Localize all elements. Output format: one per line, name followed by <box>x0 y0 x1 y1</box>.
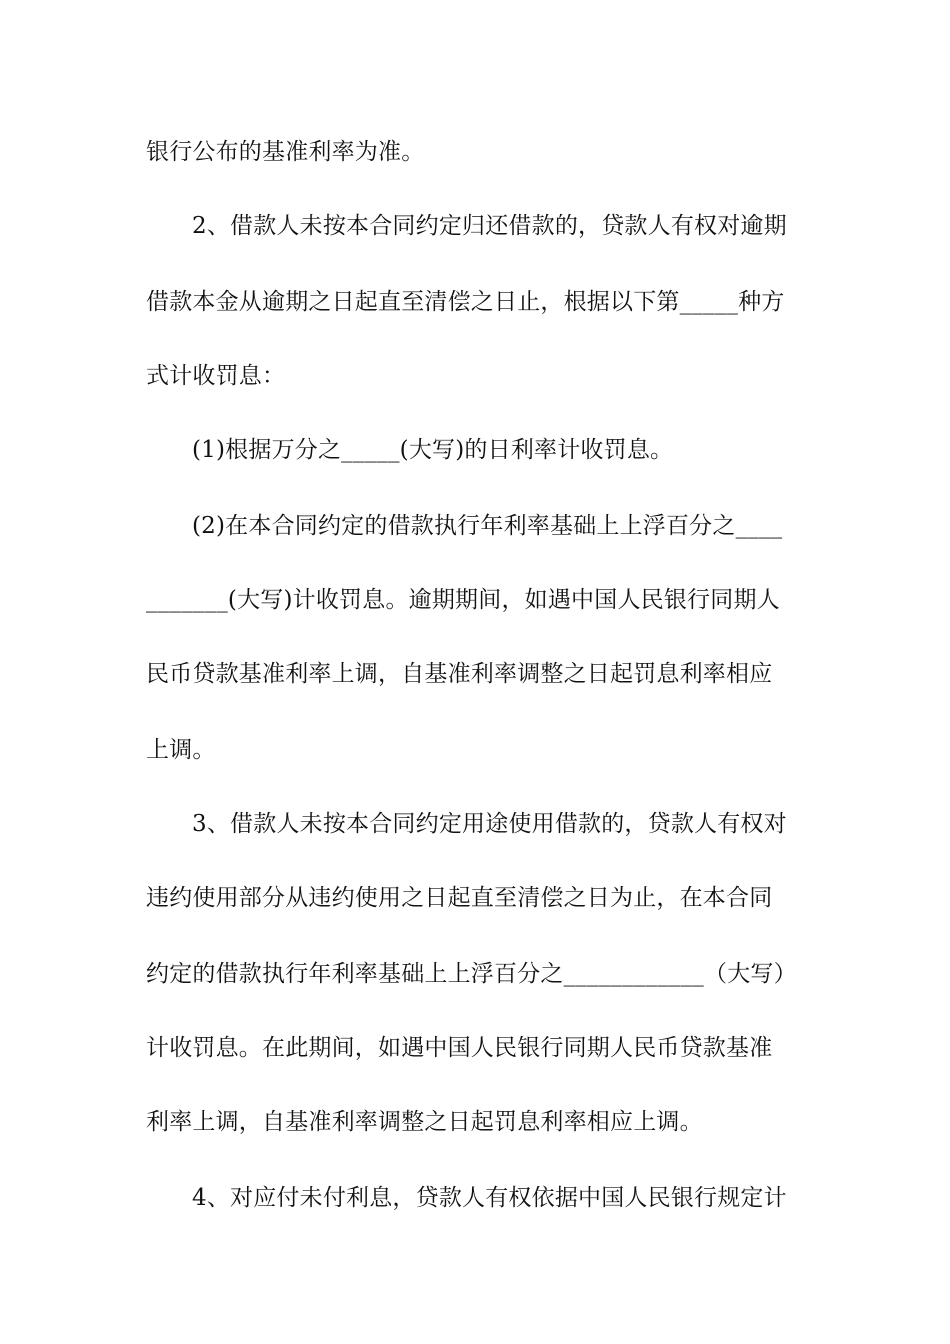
text-line: 式计收罚息： <box>146 363 286 389</box>
text-line: 利率上调，自基准利率调整之日起罚息利率相应上调。 <box>146 1109 703 1135</box>
text-line: _______(大写)计收罚息。逾期期间，如遇中国人民银行同期人 <box>146 587 780 613</box>
text-line: (2)在本合同约定的借款执行年利率基础上上浮百分之____ <box>192 513 783 539</box>
text-line: 2、借款人未按本合同约定归还借款的，贷款人有权对逾期 <box>192 213 787 239</box>
text-line: 违约使用部分从违约使用之日起直至清偿之日为止，在本合同 <box>146 885 773 911</box>
text-line: 民币贷款基准利率上调，自基准利率调整之日起罚息利率相应 <box>146 661 773 687</box>
text-line: 约定的借款执行年利率基础上上浮百分之____________（大写） <box>146 961 797 987</box>
text-line: (1)根据万分之_____(大写)的日利率计收罚息。 <box>192 437 674 463</box>
text-line: 上调。 <box>146 737 216 763</box>
text-line: 借款本金从逾期之日起直至清偿之日止，根据以下第_____种方 <box>146 289 785 315</box>
text-line: 计收罚息。在此期间，如遇中国人民银行同期人民币贷款基准 <box>146 1035 773 1061</box>
text-line: 3、借款人未按本合同约定用途使用借款的，贷款人有权对 <box>192 811 787 837</box>
text-line: 4、对应付未付利息，贷款人有权依据中国人民银行规定计 <box>192 1185 787 1211</box>
text-line: 银行公布的基准利率为准。 <box>146 139 425 165</box>
